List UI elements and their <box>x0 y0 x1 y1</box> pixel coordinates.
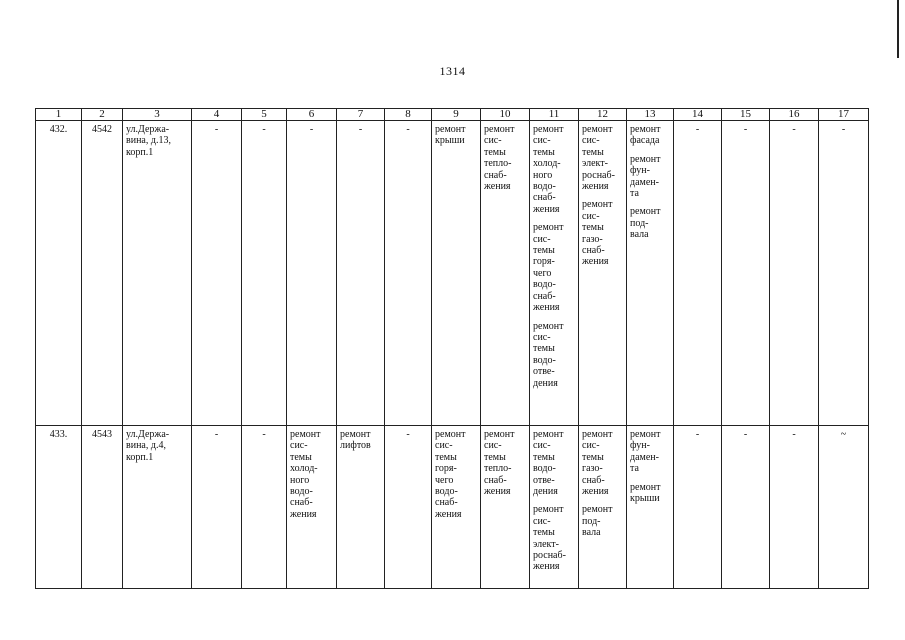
cell-col-17: - <box>819 121 869 426</box>
work-item: ремонт под- вала <box>582 504 613 539</box>
col-header-4: 4 <box>192 109 242 121</box>
work-item: ремонт сис- темы газо- снаб- жения <box>582 429 613 498</box>
page-number: 1314 <box>439 64 466 78</box>
col-header-2: 2 <box>82 109 123 121</box>
work-item: ремонт сис- темы горя- чего водо- снаб- жения <box>435 429 466 520</box>
cell-col-7 <box>337 426 385 589</box>
address-cell <box>123 426 192 589</box>
col-header-17: 17 <box>819 109 869 121</box>
repair-schedule-table <box>35 108 869 589</box>
work-item: ремонт крыши <box>630 481 661 505</box>
address-cell <box>123 121 192 426</box>
work-item: ремонт фун- дамен- та <box>630 153 661 200</box>
col-header-10: 10 <box>481 109 530 121</box>
table-row <box>36 121 869 426</box>
cell-col-13 <box>627 121 674 426</box>
cell-col-6: - <box>287 121 337 426</box>
cell-col-14: - <box>674 426 722 589</box>
work-item: ремонт лифтов <box>340 429 371 452</box>
address: ул.Держа- вина, д.13, корп.1 <box>126 124 171 158</box>
cell-col-4: - <box>192 426 242 589</box>
col-header-5: 5 <box>242 109 287 121</box>
col-header-7: 7 <box>337 109 385 121</box>
col-header-3: 3 <box>123 109 192 121</box>
row-number: 432. <box>36 121 82 426</box>
col-header-8: 8 <box>385 109 432 121</box>
work-item: ремонт сис- темы элект- роснаб- жения <box>533 504 566 573</box>
col-header-11: 11 <box>530 109 579 121</box>
cell-col-16: - <box>770 426 819 589</box>
scan-edge-line <box>897 0 899 58</box>
cell-col-13 <box>627 426 674 589</box>
work-item: ремонт сис- темы элект- роснаб- жения <box>582 124 615 193</box>
work-item: ремонт под- вала <box>630 206 661 241</box>
cell-col-7: - <box>337 121 385 426</box>
column-numbers-row <box>36 109 869 121</box>
cell-col-16: - <box>770 121 819 426</box>
cell-col-12 <box>579 426 627 589</box>
cell-col-10 <box>481 426 530 589</box>
cell-col-9 <box>432 121 481 426</box>
work-item: ремонт сис- темы тепло- снаб- жения <box>484 124 515 193</box>
work-item: ремонт сис- темы водо- отве- дения <box>533 429 564 498</box>
col-header-12: 12 <box>579 109 627 121</box>
col-header-14: 14 <box>674 109 722 121</box>
cell-col-17: ~ <box>819 426 869 589</box>
cell-col-11 <box>530 426 579 589</box>
building-code: 4542 <box>82 121 123 426</box>
work-item: ремонт сис- темы горя- чего водо- снаб- жения <box>533 222 564 314</box>
col-header-9: 9 <box>432 109 481 121</box>
work-item: ремонт сис- темы газо- снаб- жения <box>582 199 613 268</box>
col-header-6: 6 <box>287 109 337 121</box>
work-item: ремонт сис- темы холод- ного водо- снаб- жения <box>290 429 321 520</box>
cell-col-14: - <box>674 121 722 426</box>
col-header-13: 13 <box>627 109 674 121</box>
work-item: ремонт сис- темы водо- отве- дения <box>533 320 564 389</box>
table-row <box>36 426 869 589</box>
cell-col-8: - <box>385 121 432 426</box>
work-item: ремонт сис- темы холод- ного водо- снаб- жения <box>533 124 564 215</box>
work-item: ремонт крыши <box>435 124 466 147</box>
cell-col-4: - <box>192 121 242 426</box>
building-code: 4543 <box>82 426 123 589</box>
address: ул.Держа- вина, д.4, корп.1 <box>126 429 170 463</box>
row-number: 433. <box>36 426 82 589</box>
col-header-1: 1 <box>36 109 82 121</box>
cell-col-8: - <box>385 426 432 589</box>
col-header-16: 16 <box>770 109 819 121</box>
work-item: ремонт фасада <box>630 124 661 147</box>
cell-col-5: - <box>242 121 287 426</box>
cell-col-15: - <box>722 426 770 589</box>
col-header-15: 15 <box>722 109 770 121</box>
cell-col-15: - <box>722 121 770 426</box>
cell-col-5: - <box>242 426 287 589</box>
cell-col-12 <box>579 121 627 426</box>
work-item: ремонт сис- темы тепло- снаб- жения <box>484 429 515 498</box>
cell-col-9 <box>432 426 481 589</box>
cell-col-10 <box>481 121 530 426</box>
cell-col-6 <box>287 426 337 589</box>
work-item: ремонт фун- дамен- та <box>630 429 661 475</box>
cell-col-11 <box>530 121 579 426</box>
